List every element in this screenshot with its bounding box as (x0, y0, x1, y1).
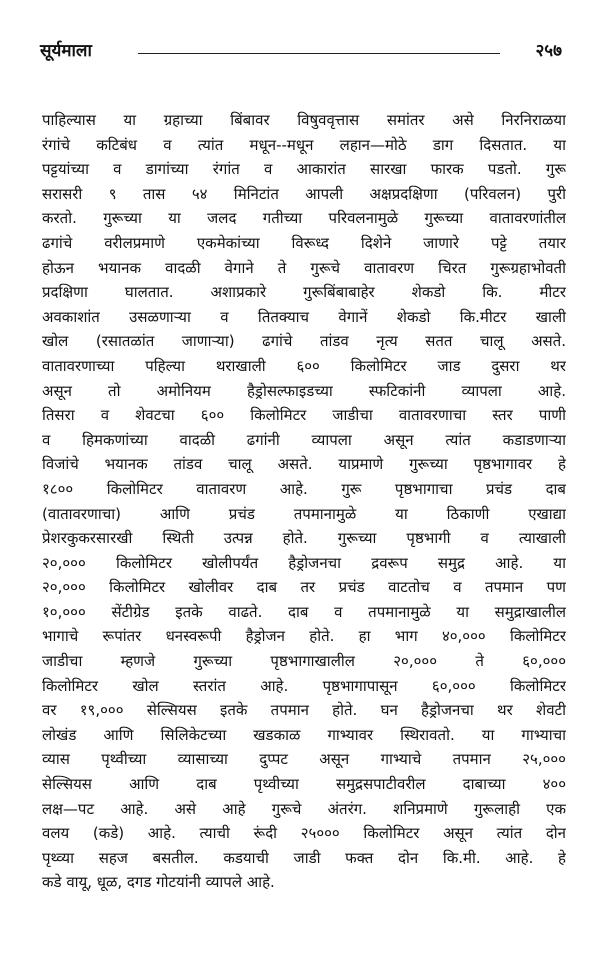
text-line: १८०० किलोमिटर वातावरण आहे. गुरू पृष्ठभागाचा प्रचंड दाब (42, 479, 566, 498)
text-line: जाडीचा म्हणजे गुरूच्या पृष्ठभागाखालील २०,००० ते ६०,००० (42, 652, 566, 671)
text-line: वलय (कडे) आहे. त्याची रूंदी २५००० किलोमिटर असून त्यांत दोन (42, 824, 566, 843)
text-line: पाहिल्यास या ग्रहाच्या बिंबावर विषुववृत्तास समांतर असे निरनिराळया (42, 111, 566, 129)
text-line: भागाचे रूपांतर धनस्वरूपी हैड्रोजन होते. हा भाग ४०,००० किलोमिटर (42, 627, 566, 646)
header-rule (138, 53, 500, 54)
text-line: विजांचे भयानक तांडव चालू असते. याप्रमाणे गुरूच्या पृष्ठभागावर हे (42, 455, 566, 474)
text-line: लक्ष—पट आहे. असे आहे गुरूचे अंतरंग. शनिप्रमाणे गुरूलाही एक (42, 799, 566, 818)
text-line: वर १९,००० सेल्सियस इतके तपमान होते. घन हैड्रोजनचा थर शेवटी (42, 701, 566, 720)
text-line: ढगांचे वरीलप्रमाणे एकमेकांच्या विरूध्द दिशेने जाणारे पट्टे तयार (42, 233, 566, 252)
text-line: व हिमकणांच्या वादळी ढगांनी व्यापला असून त्यांत कडाडणाऱ्या (42, 430, 566, 449)
text-line: कडे वायू, धूळ, दगड गोटयांनी व्यापले आहे. (42, 873, 275, 892)
text-line: करतो. गुरूच्या या जलद गतीच्या परिवलनामुळे गुरूच्या वातावरणांतील (42, 209, 566, 228)
text-line: तिसरा व शेवटचा ६०० किलोमिटर जाडीचा वातावरणाचा स्तर पाणी (42, 406, 566, 425)
text-line: प्रदक्षिणा घालतात. अशाप्रकारे गुरूबिंबाबाहेर शेकडो कि. मीटर (42, 283, 566, 302)
text-line: अवकाशांत उसळणाऱ्या व तितक्याच वेगानें शेकडो कि.मीटर खाली (42, 307, 566, 326)
text-line: व्यास पृथ्वीच्या व्यासाच्या दुप्पट असून गाभ्याचे तपमान २५,००० (42, 750, 566, 769)
running-title: सूर्यमाला (40, 41, 92, 61)
page-header (40, 40, 562, 68)
text-line: रंगांचे कटिबंध व त्यांत मधून--मधून लहान—मोठे डाग दिसतात. या (42, 135, 566, 154)
text-line: पृथ्व्या सहज बसतील. कडयाची जाडी फक्त दोन कि.मी. आहे. हे (42, 848, 566, 867)
text-line: पट्टयांच्या व डागांच्या रंगांत व आकारांत सारखा फारक पडतो. गुरू (42, 160, 566, 179)
text-line: २०,००० किलोमिटर खोलीपर्यंत हैड्रोजनचा द्रवरूप समुद्र आहे. या (42, 553, 566, 572)
text-line: लोखंड आणि सिलिकेटच्या खडकाळ गाभ्यावर स्थिरावतो. या गाभ्याचा (42, 725, 566, 744)
text-line: प्रेशरकुकरसारखी स्थिती उत्पन्न होते. गुरूच्या पृष्ठभागी व त्याखाली (42, 529, 566, 548)
text-line: होऊन भयानक वादळी वेगाने ते गुरूचे वातावरण चिरत गुरूग्रहाभोवती (42, 258, 566, 277)
text-line: १०,००० सेंटीग्रेड इतके वाढते. दाब व तपमानामुळे या समुद्राखालील (42, 602, 566, 621)
page-number: २५७ (535, 41, 562, 61)
text-line: सेल्सियस आणि दाब पृथ्वीच्या समुद्रसपाटीवरील दाबाच्या ४०० (42, 775, 566, 794)
text-line: असून तो अमोनियम हैड्रोसल्फाइडच्या स्फटिकांनी व्यापला आहे. (42, 381, 566, 400)
text-line: खोल (रसातळांत जाणाऱ्या) ढगांचे तांडव नृत्य सतत चालू असते. (42, 332, 566, 351)
text-line: सरासरी ९ तास ५४ मिनिटांत आपली अक्षप्रदक्षिणा (परिवलन) पुरी (42, 184, 566, 203)
text-line: वातावरणाच्या पहिल्या थराखाली ६०० किलोमिटर जाड दुसरा थर (42, 356, 566, 375)
body-paragraph (42, 108, 566, 895)
text-line: किलोमिटर खोल स्तरांत आहे. पृष्ठभागापासून ६०,००० किलोमिटर (42, 676, 566, 695)
text-line: (वातावरणाचा) आणि प्रचंड तपमानामुळे या ठिकाणी एखाद्या (42, 504, 566, 523)
text-line: २०,००० किलोमिटर खोलीवर दाब तर प्रचंड वाटतोच व तपमान पण (42, 578, 566, 597)
